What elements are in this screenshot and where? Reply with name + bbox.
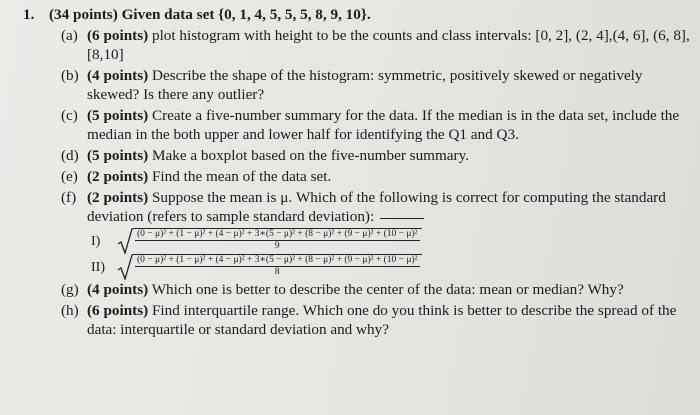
- part-points: (2 points): [87, 189, 149, 206]
- question-header: [23, 5, 690, 24]
- part-h: [61, 301, 690, 339]
- sqrt-expression: [117, 254, 422, 280]
- fraction-denominator: 9: [274, 241, 280, 251]
- answer-blank[interactable]: [380, 218, 424, 219]
- question-number: 1.: [23, 6, 35, 23]
- part-points: (6 points): [87, 302, 149, 319]
- part-text: Find interquartile range. Which one do you think is better to describe the spread of the data: interquartile or standard deviation and why?: [87, 302, 677, 338]
- part-points: (2 points): [87, 168, 149, 185]
- option-label: I): [91, 233, 101, 249]
- part-e: [61, 167, 690, 186]
- part-text: Find the mean of the data set.: [151, 168, 332, 185]
- part-label: (e): [61, 168, 78, 185]
- part-text: plot histogram with height to be the counts and class intervals: [0, 2], (2, 4],(4, 6], (6, 8],[8,10]: [87, 27, 690, 63]
- sqrt-expression: [117, 228, 422, 254]
- option-1: [91, 228, 690, 254]
- fraction-numerator: (0 − μ)² + (1 − μ)² + (4 − μ)² + 3∗(5 − μ)² + (8 − μ)² + (9 − μ)² + (10 − μ)²: [137, 229, 418, 239]
- part-label: (g): [61, 281, 79, 298]
- part-label: (d): [61, 147, 79, 164]
- fraction-denominator: 8: [274, 267, 280, 277]
- part-text: Describe the shape of the histogram: symmetric, positively skewed or negatively skewed? Is there any outlier?: [87, 67, 643, 103]
- part-points: (5 points): [87, 147, 149, 164]
- part-points: (5 points): [87, 107, 149, 124]
- part-c: [61, 106, 690, 144]
- part-d: [61, 146, 690, 165]
- part-label: (a): [61, 27, 78, 44]
- option-2: [91, 254, 690, 280]
- question-title: (34 points) Given data set {0, 1, 4, 5, 5, 5, 8, 9, 10}.: [49, 6, 371, 23]
- fraction-numerator: (0 − μ)² + (1 − μ)² + (4 − μ)² + 3∗(5 − μ)² + (8 − μ)² + (9 − μ)² + (10 − μ)²: [137, 255, 418, 265]
- question-parts: [61, 26, 690, 339]
- part-g: [61, 280, 690, 299]
- question-1: [23, 5, 690, 341]
- part-label: (b): [61, 67, 79, 84]
- radical-sign-icon: [117, 228, 133, 254]
- part-label: (c): [61, 107, 78, 124]
- part-text: Make a boxplot based on the five-number summary.: [151, 147, 470, 164]
- part-f: [61, 188, 690, 226]
- part-b: [61, 66, 690, 104]
- part-text: Suppose the mean is μ. Which of the following is correct for computing the standard deviation (refers to sample standard deviation):: [87, 189, 666, 225]
- part-label: (f): [61, 189, 77, 206]
- radical-sign-icon: [117, 254, 133, 280]
- option-label: II): [91, 259, 105, 275]
- part-label: (h): [61, 302, 79, 319]
- part-text: Create a five-number summary for the data. If the median is in the data set, include the median in the both upper and lower half for identifying the Q1 and Q3.: [87, 107, 680, 143]
- part-a: [61, 26, 690, 64]
- part-text: Which one is better to describe the center of the data: mean or median? Why?: [151, 281, 624, 298]
- part-points: (4 points): [87, 67, 149, 84]
- part-points: (4 points): [87, 281, 149, 298]
- part-points: (6 points): [87, 27, 149, 44]
